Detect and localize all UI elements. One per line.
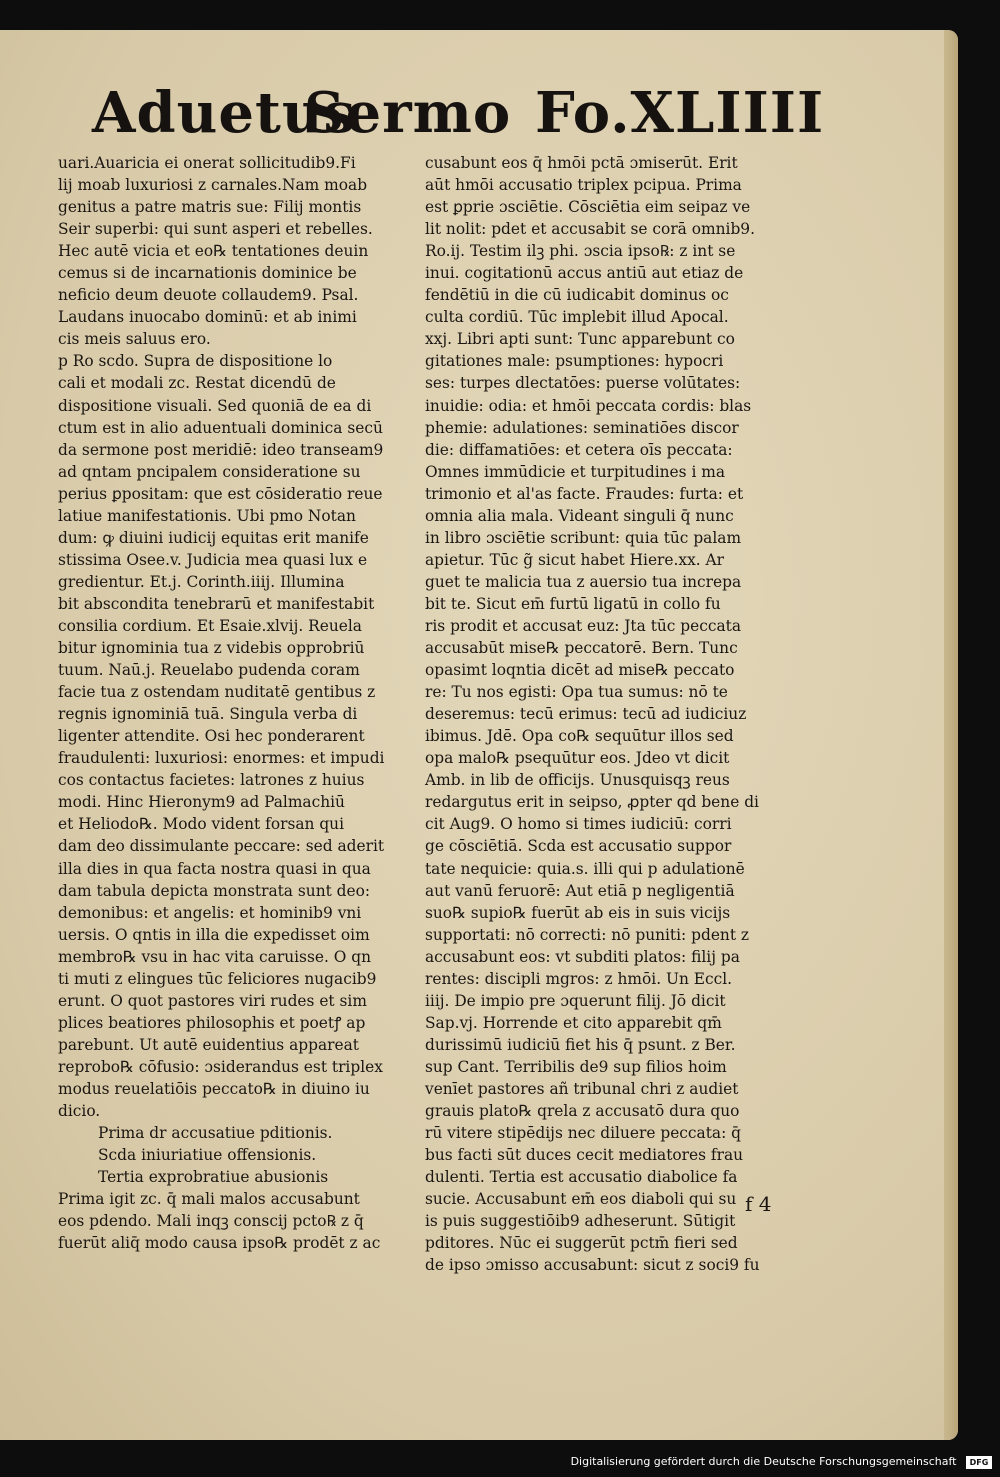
text-line: ibimus. Jdē. Opa co℞ sequūtur illos sed — [425, 727, 734, 746]
text-line: est ꝑprie ɔsciētie. Cōsciētia eim seipaz ve — [425, 198, 751, 217]
text-line: demonibus: et angelis: et hominib9 vni — [58, 903, 362, 922]
text-line: ge cōsciētiā. Scda est accusatio suppor — [425, 837, 732, 856]
text-line: fendētiū in die cū iudicabit dominus oc — [425, 286, 729, 305]
text-line: eos pdendo. Mali inqꝫ conscij pcto℞ z q̄ — [58, 1212, 364, 1231]
text-line: accusabunt eos: vt subditi platos: filij pa — [425, 947, 740, 966]
text-line: Laudans inuocabo dominū: et ab inimi — [58, 308, 357, 327]
text-line: p Ro scdo. Supra de dispositione lo — [58, 352, 333, 371]
text-line: venīet pastores añ tribunal chri z audiet — [425, 1079, 739, 1098]
book-page — [0, 30, 958, 1440]
text-line: trimonio et al'as facte. Fraudes: furta: et — [425, 484, 744, 503]
text-line: apietur. Tūc g̃ sicut habet Hiere.xx. Ar — [425, 550, 725, 569]
text-line: aut vanū feruorē: Aut etiā p negligentiā — [425, 881, 735, 900]
text-line: cis meis saluus ero. — [58, 330, 211, 349]
text-line: ses: turpes dlectatōes: puerse volūtates: — [425, 374, 741, 393]
text-line: inui. cogitationū accus antiū aut etiaz de — [425, 264, 744, 283]
text-line: opa malo℞ psequūtur eos. Jdeo vt dicit — [425, 749, 730, 768]
text-line: reprobo℞ cōfusio: ɔsiderandus est triplex — [58, 1057, 383, 1076]
text-line: rentes: discipli mgros: z hmōi. Un Eccl. — [425, 969, 733, 988]
footer-credit-text: Digitalisierung gefördert durch die Deutsche Forschungsgemeinschaft — [570, 1455, 957, 1468]
text-line: facie tua z ostendam nuditatē gentibus z — [58, 683, 376, 702]
header-title-middle: Sermo — [304, 80, 512, 146]
text-line: membro℞ vsu in hac vita caruisse. O qn — [58, 947, 372, 966]
text-line: durissimū iudiciū fiet his q̄ psunt. z Ber. — [425, 1035, 736, 1054]
text-line: da sermone post meridiē: ideo transeam9 — [58, 440, 384, 459]
text-line: aūt hmōi accusatio triplex pcipua. Prima — [425, 176, 742, 195]
text-line: rū vitere stipēdijs nec diluere peccata: q̄ — [425, 1124, 742, 1143]
text-line: ti muti z elingues tūc feliciores nugacib9 — [58, 969, 377, 988]
text-line: ctum est in alio aduentuali dominica secū — [58, 418, 383, 437]
text-line: culta cordiū. Tūc implebit illud Apocal. — [425, 308, 729, 327]
text-line: Amb. in lib de officijs. Unusquisqꝫ reus — [425, 771, 730, 790]
text-line: guet te malicia tua z auersio tua increpa — [425, 572, 742, 591]
text-line: bus facti sūt duces cecit mediatores frau — [425, 1146, 744, 1165]
text-line: accusabūt mise℞ peccatorē. Bern. Tunc — [425, 639, 738, 658]
text-line: et Heliodo℞. Modo vident forsan qui — [58, 815, 345, 834]
text-line: Scda iniuriatiue offensionis. — [98, 1146, 317, 1165]
text-line: dum: ꝙ diuini iudicij equitas erit manife — [58, 528, 369, 547]
text-line: stissima Osee.v. Judicia mea quasi lux e — [58, 550, 368, 569]
text-line: Ro.ij. Testim ilꝫ phi. ɔscia ipso℞: z int se — [425, 242, 736, 261]
signature-mark: f 4 — [745, 1192, 772, 1216]
text-line: fraudulenti: luxuriosi: enormes: et impudi — [58, 749, 385, 768]
text-line: erunt. O quot pastores viri rudes et sim — [58, 991, 367, 1010]
text-line: suo℞ supio℞ fuerūt ab eis in suis vicijs — [425, 903, 731, 922]
text-line: iiij. De impio pre ɔquerunt filij. Jō dicit — [425, 991, 726, 1010]
text-line: grauis plato℞ qrela z accusatō dura quo — [425, 1102, 740, 1121]
text-line: Prima dr accusatiue pditionis. — [98, 1124, 333, 1143]
header-title-left: Aduetus — [92, 80, 357, 146]
text-line: lij moab luxuriosi z carnales.Nam moab — [58, 176, 368, 195]
text-line: bit te. Sicut em̄ furtū ligatū in collo fu — [425, 594, 721, 613]
running-header — [92, 80, 825, 160]
text-line: neficio deum deuote collaudem9. Psal. — [58, 286, 359, 305]
text-line: sup Cant. Terribilis de9 sup filios hoim — [425, 1057, 727, 1076]
text-line: Hec autē vicia et eo℞ tentationes deuin — [58, 242, 369, 261]
text-line: re: Tu nos egisti: Opa tua sumus: nō te — [425, 683, 728, 702]
text-line: tate nequicie: quia.s. illi qui p adulationē — [425, 859, 745, 878]
text-line: in libro ɔsciētie scribunt: quia tūc palam — [425, 528, 742, 547]
text-line: cusabunt eos q̄ hmōi pctā ɔmiserūt. Erit — [425, 154, 738, 172]
text-line: bit abscondita tenebrarū et manifestabit — [58, 594, 375, 613]
text-line: uersis. O qntis in illa die expedisset oim — [58, 925, 370, 944]
text-line: modi. Hinc Hieronym9 ad Palmachiū — [58, 793, 345, 812]
left-text-column — [58, 152, 418, 1254]
text-line: cali et modali zc. Restat dicendū de — [58, 374, 336, 393]
text-line: omnia alia mala. Videant singuli q̄ nunc — [425, 506, 734, 525]
text-line: phemie: adulationes: seminatiōes discor — [425, 418, 739, 437]
text-line: Prima igit zc. q̄ mali malos accusabunt — [58, 1190, 360, 1209]
text-line: dispositione visuali. Sed quoniā de ea di — [58, 396, 372, 415]
text-line: ad qntam pncipalem consideratione su — [58, 462, 361, 481]
text-line: lit nolit: pdet et accusabit se corā omnib9. — [425, 220, 755, 239]
text-line: gitationes male: psumptiones: hypocri — [425, 352, 724, 371]
dfg-logo: DFG — [966, 1456, 992, 1469]
text-line: Tertia exprobratiue abusionis — [98, 1168, 329, 1187]
right-text-column — [425, 152, 785, 1276]
text-line: consilia cordium. Et Esaie.xlvij. Reuela — [58, 616, 362, 635]
text-line: de ipso ɔmisso accusabunt: sicut z soci9 fu — [425, 1256, 760, 1275]
text-line: genitus a patre matris sue: Filij montis — [58, 198, 362, 217]
digitization-footer — [0, 1447, 1000, 1477]
text-line: latiue manifestationis. Ubi pmo Notan — [58, 506, 356, 525]
text-line: fuerūt aliq̄ modo causa ipso℞ prodēt z ac — [58, 1234, 381, 1253]
text-line: tuum. Naū.j. Reuelabo pudenda coram — [58, 661, 360, 680]
text-line: cemus si de incarnationis dominice be — [58, 264, 357, 283]
text-line: sucie. Accusabunt em̄ eos diaboli qui su — [425, 1190, 737, 1209]
header-folio-number: Fo.XLIIII — [535, 80, 825, 146]
text-line: dam deo dissimulante peccare: sed aderit — [58, 837, 385, 856]
text-line: modus reuelatiōis peccato℞ in diuino iu — [58, 1079, 370, 1098]
text-line: perius ꝑpositam: que est cōsideratio reue — [58, 484, 383, 503]
text-line: bitur ignominia tua z videbis opprobriū — [58, 639, 365, 658]
text-line: Omnes immūdicie et turpitudines i ma — [425, 462, 726, 481]
text-line: Sap.vj. Horrende et cito apparebit qm̄ — [425, 1013, 722, 1032]
text-line: die: diffamatiōes: et cetera oīs peccata: — [425, 440, 733, 459]
text-line: is puis suggestiōib9 adheserunt. Sūtigit — [425, 1212, 736, 1231]
text-line: xxj. Libri apti sunt: Tunc apparebunt co — [425, 330, 735, 349]
text-line: Seir superbi: qui sunt asperi et rebelles. — [58, 220, 373, 239]
text-line: parebunt. Ut autē euidentius appareat — [58, 1035, 359, 1054]
text-line: ligenter attendite. Osi hec ponderarent — [58, 727, 365, 746]
text-line: plices beatiores philosophis et poetꝭ ap — [58, 1013, 366, 1032]
text-line: inuidie: odia: et hmōi peccata cordis: blas — [425, 396, 752, 415]
text-line: opasimt loqntia dicēt ad mise℞ peccato — [425, 661, 735, 680]
text-line: dicio. — [58, 1102, 101, 1121]
text-line: uari.Auaricia ei onerat sollicitudib9.Fi — [58, 154, 356, 172]
page-edge — [944, 30, 958, 1440]
text-line: pditores. Nūc ei suggerūt pctm̄ fieri sed — [425, 1234, 738, 1253]
text-line: gredientur. Et.j. Corinth.iiij. Illumina — [58, 572, 345, 591]
text-line: redargutus erit in seipso, ꝓpter qd bene di — [425, 793, 759, 812]
text-line: illa dies in qua facta nostra quasi in qua — [58, 859, 371, 878]
text-line: supportati: nō correcti: nō puniti: pdent z — [425, 925, 750, 944]
text-line: cit Aug9. O homo si times iudiciū: corri — [425, 815, 732, 834]
text-line: regnis ignominiā tuā. Singula verba di — [58, 705, 358, 724]
text-line: dam tabula depicta monstrata sunt deo: — [58, 881, 371, 900]
text-line: cos contactus facietes: latrones z huius — [58, 771, 365, 790]
text-line: deseremus: tecū erimus: tecū ad iudiciuz — [425, 705, 747, 724]
text-line: dulenti. Tertia est accusatio diabolice fa — [425, 1168, 738, 1187]
text-line: ris prodit et accusat euz: Jta tūc peccata — [425, 616, 742, 635]
